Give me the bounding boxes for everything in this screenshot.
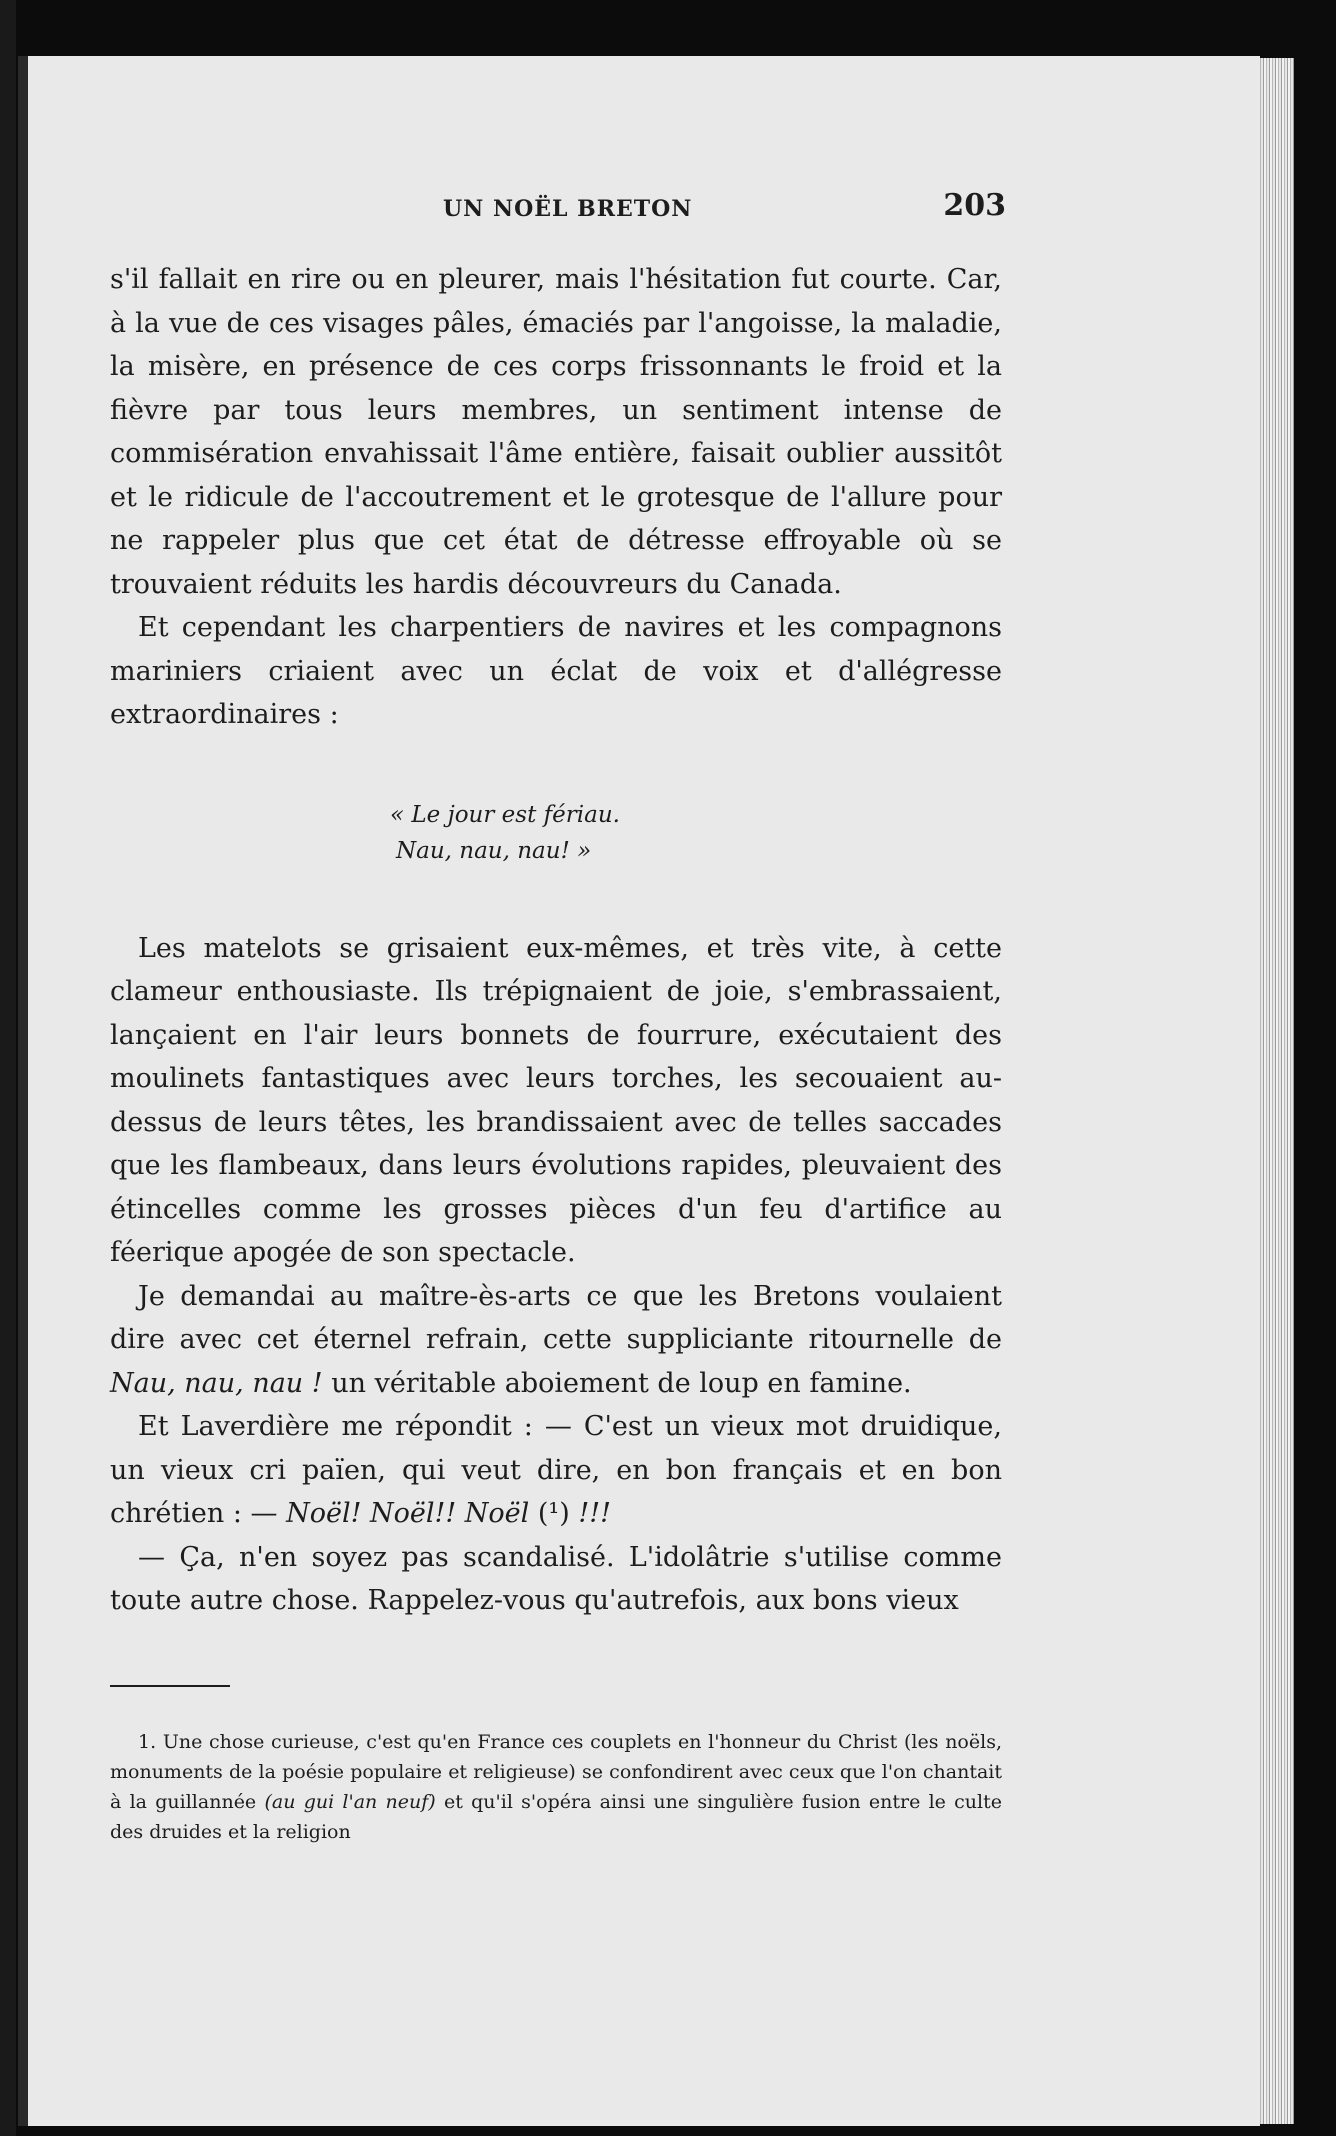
footnote-marker: (¹) xyxy=(529,1498,570,1529)
paragraph: Les matelots se grisaient eux-mêmes, et très vite, à cette clameur enthousiaste. Ils trépignaient de joie, s'embrassaient, lançaient en l'air leurs bonnets de fourrure, exécutaient des moulinets fantastiques avec leurs torches, les secouaient au-dessus de leurs têtes, les brandissaient avec de telles saccades que les flambeaux, dans leurs évolutions rapides, pleuvaient des étincelles comme les grosses pièces d'un feu d'artifice au féerique apogée de son spectacle. xyxy=(110,932,1002,1268)
footnote-rule xyxy=(110,1685,230,1687)
running-title: UN NOËL BRETON xyxy=(443,196,693,222)
verse-line: Nau, nau, nau! » xyxy=(396,837,592,864)
footnote-text: et qu'il s'opéra ainsi une singulière fusion entre le culte des druides et la religion xyxy=(110,1790,1002,1843)
paragraph-text: Et Laverdière me répondit : — C'est un vieux mot druidique, un vieux cri païen, qui veut dire, en bon français et en bon chrétien : — xyxy=(110,1411,1002,1529)
italic-phrase: Noël! Noël!! Noël xyxy=(286,1498,530,1529)
paragraph-text: un véritable aboiement de loup en famine. xyxy=(322,1367,912,1399)
paragraph xyxy=(110,1405,1002,1536)
paragraph: — Ça, n'en soyez pas scandalisé. L'idolâtrie s'utilise comme toute autre chose. Rappelez-vous qu'autrefois, aux bons vieux xyxy=(110,1541,1002,1616)
italic-phrase: Nau, nau, nau ! xyxy=(110,1367,323,1399)
running-head xyxy=(110,188,1006,232)
paragraph-text: Je demandai au maître-ès-arts ce que les Bretons voulaient dire avec cet éternel refrain, cette suppliciante ritournelle de xyxy=(110,1280,1002,1355)
paragraph: Et cependant les charpentiers de navires et les compagnons mariniers criaient avec un éclat de voix et d'allégresse extraordinaires : xyxy=(110,612,1002,730)
footnote-italic: (au gui l'an neuf) xyxy=(264,1790,436,1813)
footnote-text: 1. Une chose curieuse, c'est qu'en France ces couplets en l'honneur du Christ (les noëls, monuments de la poésie populaire et religieuse) se confondirent avec ceux que l'on chantait à la guillannée xyxy=(110,1730,1002,1813)
text-block xyxy=(110,188,1006,1847)
verse-quote xyxy=(390,797,1002,869)
page-number: 203 xyxy=(943,188,1006,223)
paragraph: s'il fallait en rire ou en pleurer, mais l'hésitation fut courte. Car, à la vue de ces visages pâles, émaciés par l'angoisse, la maladie, la misère, en présence de ces corps frissonnants le froid et la fièvre par tous leurs membres, un sentiment intense de commisération envahissait l'âme entière, faisait oublier aussitôt et le ridicule de l'accoutrement et le grotesque de l'allure pour ne rappeler plus que cet état de détresse effroyable où se trouvaient réduits les hardis découvreurs du Canada. xyxy=(110,264,1002,600)
paragraph xyxy=(110,1275,1002,1406)
verse-line: « Le jour est fériau. xyxy=(390,801,620,828)
footnote xyxy=(110,1727,1002,1847)
book-spine xyxy=(0,0,16,2136)
italic-phrase: !!! xyxy=(569,1498,611,1529)
